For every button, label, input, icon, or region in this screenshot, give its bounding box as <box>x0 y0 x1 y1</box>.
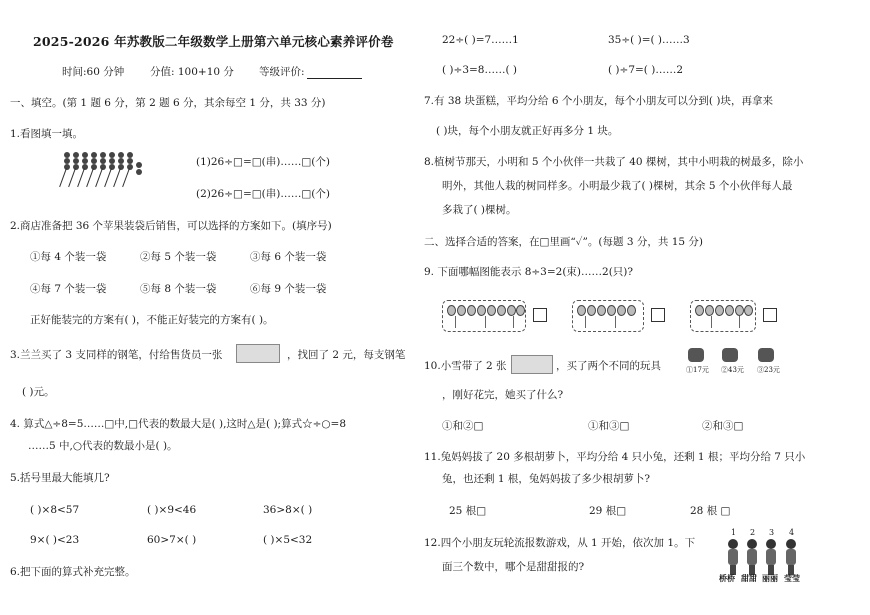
answer-option[interactable]: ①和②□ <box>442 420 484 432</box>
banknote-icon <box>511 355 553 374</box>
question-10-cont-2: ，刚好花完，她买了什么? <box>442 389 564 401</box>
toy-horse-icon <box>722 348 738 362</box>
balloon-option-3 <box>690 300 756 332</box>
division-item: ( )÷7=( )……2 <box>608 64 684 76</box>
option-item: ③每 6 个装一袋 <box>250 251 327 263</box>
question-3-answer: ( )元。 <box>22 386 55 398</box>
question-11-cont: 兔，也还剩 1 根，兔妈妈拔了多少根胡萝卜? <box>442 473 650 485</box>
kid-name: 丽丽 <box>762 573 778 583</box>
inequality-item: ( )×5<32 <box>263 534 313 546</box>
question-11: 11.兔妈妈拔了 20 多根胡萝卜，平均分给 4 只小兔，还剩 1 根；平均分给 7 只小 <box>424 451 806 463</box>
division-item: ( )÷3=8……( ) <box>442 64 518 76</box>
question-2-answer: 正好能装完的方案有( )，不能正好装完的方案有( )。 <box>30 314 274 326</box>
answer-option[interactable]: 25 根□ <box>449 505 487 517</box>
inequality-item: 9×( )<23 <box>30 534 80 546</box>
question-3: 3.兰兰买了 3 支同样的钢笔，付给售货员一张 <box>10 349 223 361</box>
grade-label: 等级评价: <box>259 66 305 78</box>
question-2: 2.商店准备把 36 个苹果装袋后销售，可以选择的方案如下。(填序号) <box>10 220 332 232</box>
page-title: 2025-2026 年苏教版二年级数学上册第六单元核心素养评价卷 <box>33 34 394 49</box>
exam-time: 时间:60 分钟 <box>62 66 125 78</box>
question-1-part-2: (2)26÷□=□(串)……□(个) <box>196 188 330 200</box>
toy-price: ③23元 <box>757 366 780 374</box>
question-1-part-1: (1)26÷□=□(串)……□(个) <box>196 156 330 168</box>
kid-name: 甜甜 <box>741 573 757 583</box>
question-10: 10.小雪带了 2 张 <box>424 360 507 372</box>
kid-number: 1 <box>731 528 737 537</box>
balloon-option-2 <box>572 300 644 332</box>
inequality-item: 60>7×( ) <box>147 534 197 546</box>
question-8-cont-2: 多栽了( )棵树。 <box>442 204 517 216</box>
question-3-cont: ，找回了 2 元，每支钢笔 <box>287 349 406 361</box>
kid-number: 2 <box>750 528 756 537</box>
grade-blank <box>307 68 362 79</box>
question-1: 1.看图填一填。 <box>10 128 84 140</box>
kid-number: 3 <box>769 528 775 537</box>
division-item: 35÷( )=( )……3 <box>608 34 690 46</box>
kid-number: 4 <box>789 528 795 537</box>
question-4: 4. 算式△÷8=5……□中,□代表的数最大是( ),这时△是( );算式☆÷○=8 <box>10 418 347 430</box>
question-7-cont: ( )块，每个小朋友就正好再多分 1 块。 <box>436 125 619 137</box>
toy-dog-icon <box>758 348 774 362</box>
option-item: ⑥每 9 个装一袋 <box>250 283 327 295</box>
inequality-item: ( )×8<57 <box>30 504 80 516</box>
choice-checkbox[interactable] <box>533 308 547 322</box>
choice-checkbox[interactable] <box>651 308 665 322</box>
option-item: ④每 7 个装一袋 <box>30 283 107 295</box>
question-12-cont: 面三个数中，哪个是甜甜报的? <box>442 561 585 573</box>
option-item: ①每 4 个装一袋 <box>30 251 107 263</box>
section-1-heading: 一、填空。(第 1 题 6 分，第 2 题 6 分，其余每空 1 分，共 33 分) <box>10 97 326 109</box>
inequality-item: ( )×9<46 <box>147 504 197 516</box>
kid-name: 莹莹 <box>784 573 800 583</box>
balloon-option-1 <box>442 300 526 332</box>
toy-price: ②43元 <box>721 366 744 374</box>
section-2-heading: 二、选择合适的答案，在□里画“✓”。(每题 3 分，共 15 分) <box>424 236 704 248</box>
question-5: 5.括号里最大能填几? <box>10 472 110 484</box>
option-item: ⑤每 8 个装一袋 <box>140 283 217 295</box>
inequality-item: 36>8×( ) <box>263 504 313 516</box>
banknote-icon <box>236 344 280 363</box>
answer-option[interactable]: 29 根□ <box>589 505 627 517</box>
question-9: 9. 下面哪幅图能表示 8÷3=2(束)……2(只)? <box>424 266 634 278</box>
question-4-cont: ……5 中,○代表的数最小是( )。 <box>28 440 178 452</box>
question-7: 7.有 38 块蛋糕，平均分给 6 个小朋友，每个小朋友可以分到( )块，再拿来 <box>424 95 773 107</box>
question-8: 8.植树节那天，小明和 5 个小伙伴一共栽了 40 棵树，其中小明栽的树最多，除小 <box>424 156 804 168</box>
choice-checkbox[interactable] <box>763 308 777 322</box>
division-item: 22÷( )=7……1 <box>442 34 519 46</box>
option-item: ②每 5 个装一袋 <box>140 251 217 263</box>
exam-score: 分值: 100+10 分 <box>150 66 234 78</box>
toy-price: ①17元 <box>686 366 709 374</box>
question-12: 12.四个小朋友玩轮流报数游戏，从 1 开始，依次加 1。下 <box>424 537 696 549</box>
toy-cat-icon <box>688 348 704 362</box>
answer-option[interactable]: ①和③□ <box>588 420 630 432</box>
question-10-cont: ，买了两个不同的玩具 <box>556 360 661 372</box>
grade-field <box>259 66 362 79</box>
question-8-cont: 明外，其他人栽的树同样多。小明最少栽了( )棵树，其余 5 个小伙伴每人最 <box>442 180 793 192</box>
kid-name: 桥桥 <box>719 573 735 583</box>
question-6: 6.把下面的算式补充完整。 <box>10 566 136 578</box>
answer-option[interactable]: 28 根 □ <box>690 505 731 517</box>
haw-sticks-picture <box>62 150 147 190</box>
answer-option[interactable]: ②和③□ <box>702 420 744 432</box>
